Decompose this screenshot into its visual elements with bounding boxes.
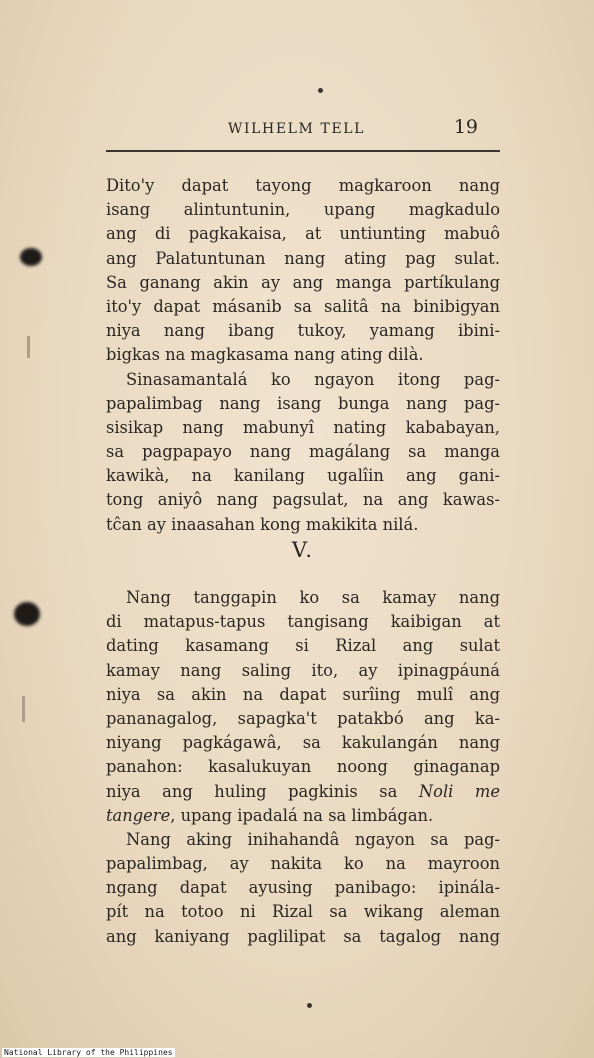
text-line: ngang dapat ayusing panibago: ipinála- — [106, 878, 500, 898]
paragraph-block-2 — [106, 586, 500, 949]
paragraph-block-1 — [106, 174, 500, 537]
margin-smudge — [27, 336, 30, 358]
text-line: dating kasamang si Rizal ang sulat — [106, 636, 500, 656]
text-line: ang Palatuntunan nang ating pag sulat. — [106, 248, 500, 268]
text-line: kamay nang saling ito, ay ipinagpáuná — [106, 660, 500, 680]
text-line: sisikap nang mabunyî nating kababayan, — [106, 417, 500, 437]
italic-title: Noli me — [418, 781, 500, 801]
ink-blot — [20, 248, 42, 266]
text-line: Sinasamantalá ko ngayon itong pag- — [126, 369, 500, 389]
text-line: papalimbag nang isang bunga nang pag- — [106, 393, 500, 413]
section-heading: V. — [291, 538, 315, 562]
text-line: niyang pagkágawâ, sa kakulangán nang — [106, 733, 500, 753]
text-line: niya nang ibang tukoy, yamang ibini- — [106, 321, 500, 341]
text-line: tong aniyô nang pagsulat, na ang kawas- — [106, 490, 500, 510]
footer-credit: National Library of the Philippines — [4, 1048, 173, 1057]
text-fragment: niya ang huling pagkinis sa — [106, 781, 398, 801]
ink-blot — [14, 602, 40, 626]
text-line: di matapus-tapus tangisang kaibigan at — [106, 612, 500, 632]
running-header — [106, 116, 500, 146]
text-line: tĉan ay inaasahan kong makikita nilá. — [106, 514, 419, 534]
text-line: niya sa akin na dapat surîing mulî ang — [106, 684, 500, 704]
text-line: ang kaniyang paglilipat sa tagalog nang — [106, 926, 500, 946]
text-line: sa pagpapayo nang magálang sa manga — [106, 442, 500, 462]
text-line: pít na totoo ni Rizal sa wikang aleman — [106, 902, 500, 922]
header-rule — [106, 150, 500, 152]
text-line: papalimbag, ay nakita ko na mayroon — [106, 854, 500, 874]
text-line: isang alintuntunin, upang magkadulo — [106, 200, 500, 220]
text-line: panahon: kasalukuyan noong ginaganap — [106, 757, 500, 777]
running-title: WILHELM TELL — [228, 121, 366, 137]
print-dot-bottom — [307, 1003, 312, 1008]
print-dot-top — [318, 88, 323, 93]
text-line: tangere, upang ipadalá na sa limbágan. — [106, 805, 434, 825]
text-line: Dito'y dapat tayong magkaroon nang — [106, 176, 500, 195]
text-line: kawikà, na kanilang ugalîin ang gani- — [106, 466, 500, 486]
text-line: Nang aking inihahandâ ngayon sa pag- — [126, 829, 500, 849]
text-line — [106, 780, 500, 804]
text-line: ang di pagkakaisa, at untiunting mabuô — [106, 224, 500, 244]
text-line: pananagalog, sapagka't patakbó ang ka- — [106, 708, 500, 728]
italic-title: tangere — [106, 805, 171, 825]
page-number: 19 — [453, 116, 478, 138]
text-line: ito'y dapat másanib sa salitâ na binibigyan — [106, 296, 500, 316]
text-line: Nang tanggapin ko sa kamay nang — [126, 588, 500, 607]
margin-smudge — [22, 696, 25, 722]
text-line: Sa ganang akin ay ang manga partíkulang — [106, 272, 500, 292]
text-line: bigkas na magkasama nang ating dilà. — [106, 345, 424, 365]
